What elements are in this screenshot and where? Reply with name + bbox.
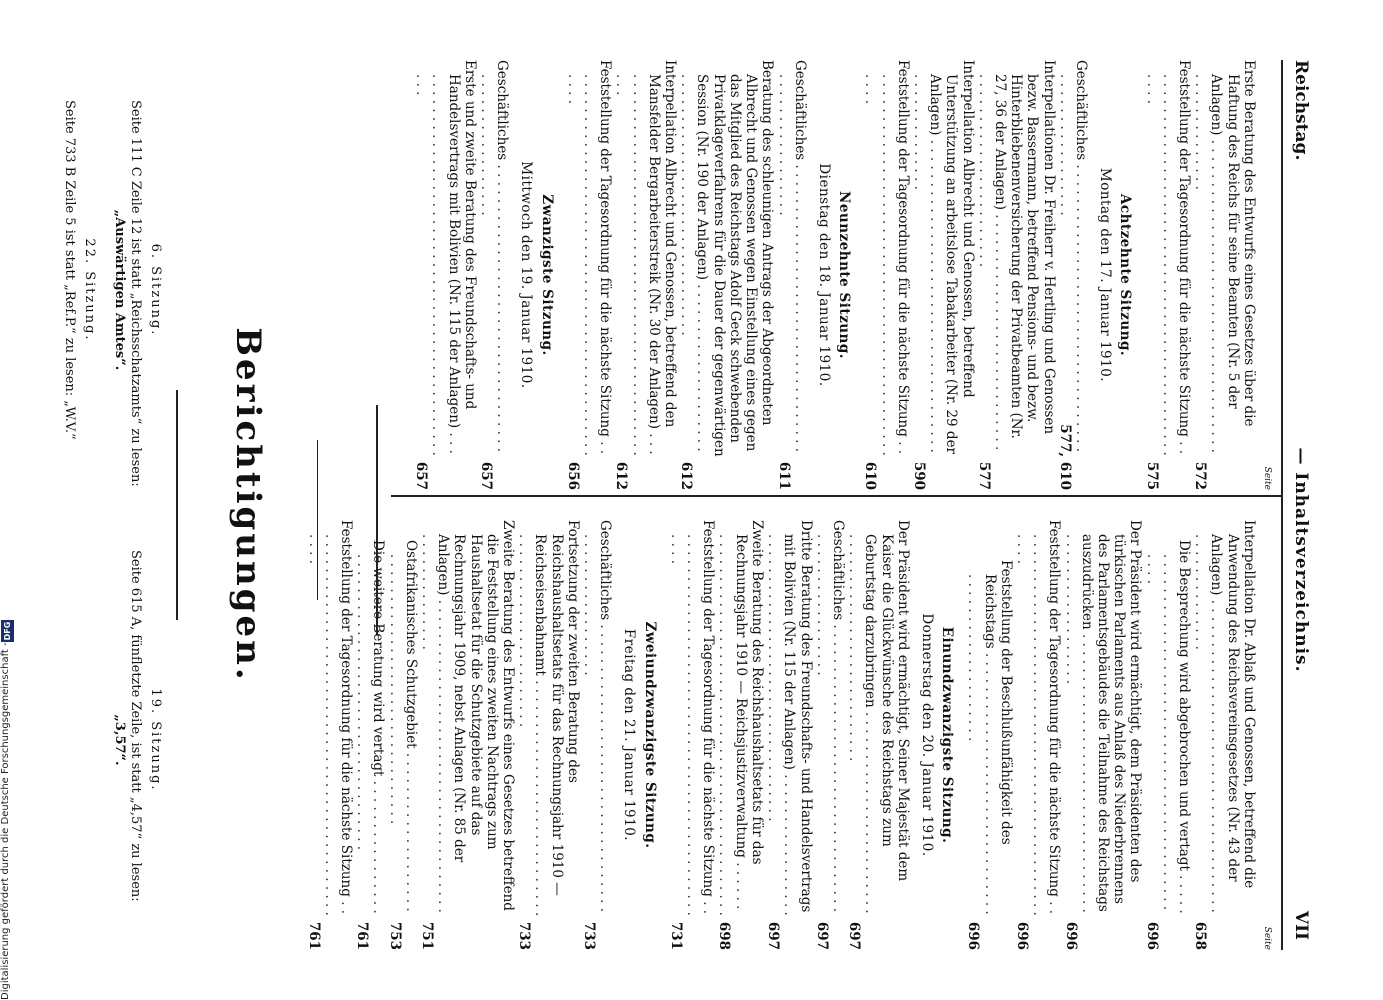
toc-entry-text: Die weitere Beratung wird vertagt . . . [354,540,386,914]
toc-entry [1143,60,1192,490]
correction-left [61,80,163,500]
toc-entry-page: 610 [862,456,878,490]
toc-entry-text: Feststellung der Beschlußunfähigkeit des Reichstags . . . [965,560,1013,915]
digitization-credit [0,620,16,1000]
toc-entry-text: Interpellation Albrecht und Genossen, betreffend Unterstützung an arbeitslose Tabakarbeiter (Nr. 29 der Anlagen) . . . [911,60,976,454]
correction-replacement: „3,57“. [112,714,127,766]
toc-entry-page: 696 [1014,916,1030,950]
toc-entry [1062,520,1143,950]
toc-entry-page: 612 [613,456,629,490]
toc-entry [911,60,976,490]
toc-entry [716,520,765,950]
toc-entry-text: Ostafrikanisches Schutzgebiet . . . [387,540,419,912]
toc-entry-page: 612 [678,456,694,490]
toc-entry-text: Feststellung der Tagesordnung für die nächste Sitzung . . . [862,60,910,456]
session-title: Einundzwanzigste Sitzung. [939,626,956,844]
session-title: Achtzehnte Sitzung. [1117,193,1134,357]
toc-right-column [305,520,1275,950]
toc-entry-text: Die Besprechung wird abgebrochen und vertagt . . . [1144,540,1192,914]
toc-entry-page: 611 [775,456,791,490]
toc-entry-text: Erste und zweite Beratung des Freundschafts- und Handelsvertrags mit Bolivien (Nr. 115 der Anlagen) . . . [413,60,478,456]
toc-entry-page: 733 [581,916,597,950]
correction-right [111,530,163,950]
seite-label: Seite [1262,926,1272,950]
seite-label: Seite [1262,466,1272,490]
running-head [1283,60,1313,940]
running-head-left: Reichstag. [1291,60,1311,161]
toc-entry-page: 658 [1192,916,1208,950]
dfg-logo-icon: DFG [3,621,12,641]
toc-entry-page: 731 [668,916,684,950]
toc-entry-page: 751 [419,916,435,950]
session-title: Zweiundzwanzigste Sitzung. [641,621,658,849]
toc-entry-text: Beratung des schleunigen Antrags der Abgeordneten Albrecht und Genossen wegen Einstellung eines gegen das Mitglied des Reichstags Adolf Geck schwebenden Privatklageverfahrens für die Dauer der gegenwärtigen Session (Nr. 190 der Anlagen) . . . [678,60,775,457]
correction-text: Seite 733 B Zeile 5 ist statt „Ref.P.“ zu lesen: „W.V.“ [62,100,77,440]
toc-entry [862,60,911,490]
toc-entry-page: 577, 610 [1056,424,1073,490]
toc-entry [775,60,807,490]
session-title: Neunzehnte Sitzung. [836,190,853,360]
toc-entry [516,520,581,950]
toc-entry [613,60,678,490]
toc-entry-page: 696 [1143,916,1159,950]
correction-session: 19. Sitzung. [148,688,163,792]
toc-entry-page: 696 [965,916,981,950]
toc-entry-page: 753 [386,916,402,950]
toc-entry-page: 575 [1143,456,1159,490]
header-rule [1281,60,1283,950]
session-title: Zwanzigste Sitzung. [538,194,555,356]
correction-text: Seite 111 C Zeile 12 ist statt „Reichsschatzamts“ zu lesen: [128,100,143,487]
toc-entry [846,520,911,950]
toc-entry [1192,60,1257,490]
session-date: Dienstag den 18. Januar 1910. [815,163,832,387]
correction-replacement: „Auswärtigen Amtes“. [112,209,127,371]
toc-entry [1143,520,1192,950]
toc-entry [814,520,846,950]
toc-entry-text: Geschäftliches . . . [1057,60,1089,452]
toc-entry-text: Interpellationen Dr. Freiherr v. Hertling und Genossen bezw. Bassermann, betreffend Pensions- und bezw. Hinterbliebenenversicherung der Privatbeamten (Nr. 27, 36 der Anlagen) . . . [976,60,1057,450]
toc-entry-page: 656 [565,456,581,490]
toc-entry-page: 761 [305,916,321,950]
toc-entry [1192,520,1257,950]
page-number-roman: VII [1291,910,1311,940]
correction-session: 22. Sitzung. [82,238,97,342]
toc-entry-text: Zweite Beratung des Reichshaushaltsetats für das Rechnungsjahr 1910 — Reichsjustizverwaltung . . . [717,520,765,916]
toc-entry-text: Fortsetzung der zweiten Beratung des Reichshaushaltsetats für das Rechnungsjahr 1910 — Reichseisenbahnamt . . . [516,520,581,916]
toc-entry-text: Feststellung der Tagesordnung für die nächste Sitzung . . . [668,520,716,916]
toc-entry-page: 697 [846,916,862,950]
toc-entry [581,520,613,950]
corrections-title: Berichtigungen. [228,327,268,683]
toc-entry-page: 697 [814,916,830,950]
toc-entry [1057,60,1089,490]
toc-entry-page: 657 [413,456,429,490]
toc-entry-text: Interpellation Dr. Ablaß und Genossen, betreffend die Anwendung des Reichsvereinsgesetzes (Nr. 43 der Anlagen) . . . [1192,520,1257,913]
toc-entry-page: 761 [354,916,370,950]
toc-entry-text: Erste Beratung des Entwurfs eines Gesetzes über die Haftung des Reichs für seine Beamten (Nr. 5 der Anlagen) . . . [1192,60,1257,453]
toc-entry-page: 697 [765,916,781,950]
corrections-section [18,60,378,950]
toc-entry-text: Dritte Beratung des Freundschafts- und Handelsvertrags mit Bolivien (Nr. 115 der Anlagen) . . . [765,520,813,916]
toc-entry-text: Der Präsident wird ermächtigt, dem Präsidenten des türkischen Parlaments aus Anlaß des Niederbrennens des Parlamentsgebäudes die Teilnahme des Reichstags auszudrücken . . . [1063,520,1144,913]
toc-entry-text: Zweite Beratung des Entwurfs eines Gesetzes betreffend die Feststellung eines zweiten Nachtrags zum Haushaltsetat für die Schutzgebiete auf das Rechnungsjahr 1909, nebst Anlagen (Nr. 85 der Anlagen) . . . [419,520,516,913]
toc-entry [976,60,1057,490]
toc-entry-page: 590 [911,456,927,490]
toc-entry [565,60,614,490]
section-rule [317,440,318,600]
toc-entry [419,520,516,950]
session-date: Freitag den 21. Januar 1910. [621,628,638,842]
toc-entry-text: Geschäftliches . . . [581,520,613,912]
toc-entry-text: Geschäftliches . . . [478,60,510,452]
toc-entry-text: Der Präsident wird ermächtigt, Seiner Majestät dem Kaiser die Glückwünsche des Reichstags zum Geburtstag darzubringen . . . [846,520,911,914]
credit-text: Digitalisierung gefördert durch die Deutsche Forschungsgemeinschaft - [0,642,11,1000]
session-date: Montag den 17. Januar 1910. [1097,167,1114,383]
toc-entry-page: 577 [976,456,992,490]
toc-entry-page: 698 [716,916,732,950]
toc-entry-page: 657 [478,456,494,490]
toc-entry-text: Geschäftliches . . . [776,60,808,452]
session-date: Mittwoch den 19. Januar 1910. [518,161,535,389]
running-head-center: — Inhaltsverzeichnis. [1291,447,1311,673]
toc-entry-text: Feststellung der Tagesordnung für die nächste Sitzung . . . [565,60,613,456]
toc-left-column [413,60,1275,490]
toc-entry-text: Feststellung der Tagesordnung für die nächste Sitzung . . . [1144,60,1192,456]
column-separator [391,495,1281,497]
toc-entry-page: 696 [1062,916,1078,950]
section-rule [176,390,178,620]
toc-entry-text: Interpellation Albrecht und Genossen, betreffend den Mansfelder Bergarbeiterstreik (Nr. 30 der Anlagen) . . . [613,60,678,456]
toc-entry [478,60,510,490]
toc-entry [965,520,1014,950]
toc-entry-page: 572 [1192,456,1208,490]
toc-entry [413,60,478,490]
session-date: Donnerstag den 20. Januar 1910. [918,613,935,857]
toc-entry [386,520,418,950]
toc-entry-text: Feststellung der Tagesordnung für die nächste Sitzung . . . [1014,520,1062,916]
correction-text: Seite 615 A, fünfletzte Zeile, ist statt „4,57“ zu lesen: [128,550,143,902]
toc-entry [1014,520,1063,950]
toc-entry [765,520,814,950]
correction-session: 6. Sitzung. [148,243,163,337]
section-rule [376,405,378,635]
toc-entry [668,520,717,950]
toc-entry-text: Feststellung der Tagesordnung für die nächste Sitzung . . . [306,520,354,916]
toc-entry-text: Geschäftliches . . . [814,520,846,912]
toc-entry-page: 733 [516,916,532,950]
toc-entry [678,60,775,490]
